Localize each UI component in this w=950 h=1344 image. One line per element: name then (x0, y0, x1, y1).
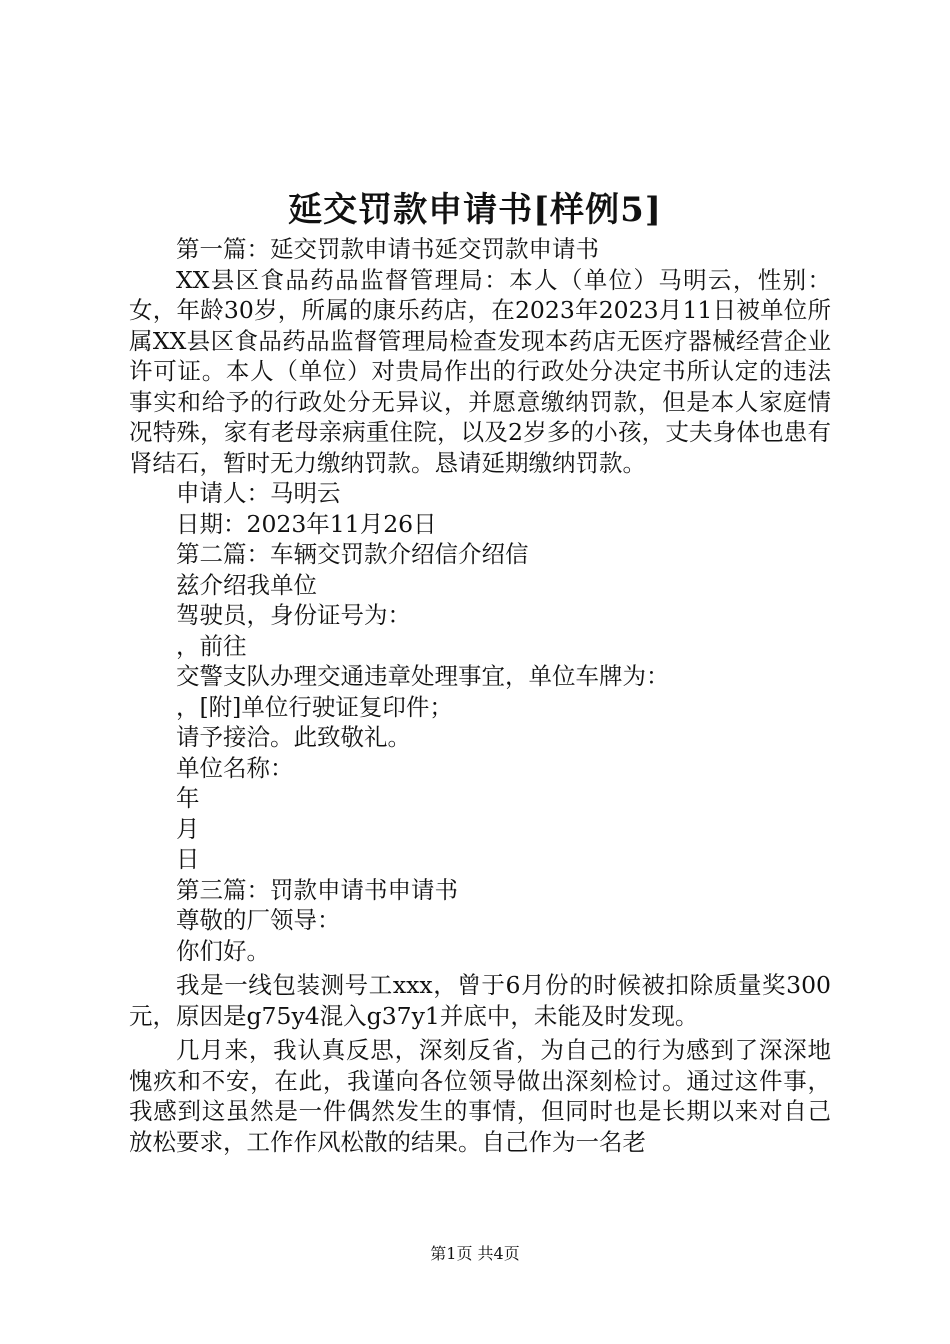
paragraph: XX县区食品药品监督管理局：本人（单位）马明云，性别：女，年龄30岁，所属的康乐药店，在2023年2023月11日被单位所属XX县区食品药品监督管理局检查发现本药店无医疗器械经营企业许可证。本人（单位）对贵局作出的行政处分决定书所认定的违法事实和给予的行政处分无异议，并愿意缴纳罚款，但是本人家庭情况特殊，家有老母亲病重住院，以及2岁多的小孩，丈夫身体也患有肾结石，暂时无力缴纳罚款。恳请延期缴纳罚款。 (129, 265, 831, 477)
paragraph: 尊敬的厂领导： (176, 906, 341, 934)
paragraph: 交警支队办理交通违章处理事宜，单位车牌为： (176, 662, 670, 690)
paragraph: 兹介绍我单位 (176, 570, 317, 599)
paragraph: 我是一线包装测号工xxx，曾于6月份的时候被扣除质量奖300元，原因是g75y4混入g37y1并底中，未能及时发现。 (129, 971, 831, 1030)
paragraph-heading-2: 第二篇：车辆交罚款介绍信介绍信 (176, 540, 529, 568)
paragraph-date: 日期：2023年11月26日 (176, 509, 437, 538)
page-number: 第1页 共4页 (430, 1244, 520, 1263)
paragraph: 日 (176, 845, 200, 873)
paragraph-heading-3: 第三篇：罚款申请书申请书 (176, 875, 458, 904)
paragraph: 年 (176, 784, 200, 812)
document-title: 延交罚款申请书[样例5] (288, 190, 662, 230)
document-body (129, 234, 831, 1157)
paragraph: 你们好。 (176, 936, 270, 965)
paragraph: ，前往 (176, 631, 247, 660)
paragraph-heading-1: 第一篇：延交罚款申请书延交罚款申请书 (176, 235, 599, 263)
paragraph: 月 (176, 814, 200, 843)
paragraph: 驾驶员，身份证号为： (176, 601, 411, 629)
paragraph: 请予接洽。此致敬礼。 (176, 723, 411, 751)
paragraph: ，[附]单位行驶证复印件； (176, 692, 453, 721)
paragraph: 几月来，我认真反思，深刻反省，为自己的行为感到了深深地愧疚和不安，在此，我谨向各位领导做出深刻检讨。通过这件事，我感到这虽然是一件偶然发生的事情，但同时也是长期以来对自己放松要求，工作作风松散的结果。自己作为一名老 (129, 1036, 831, 1156)
paragraph: 单位名称： (176, 753, 294, 782)
paragraph-applicant: 申请人：马明云 (176, 479, 341, 507)
